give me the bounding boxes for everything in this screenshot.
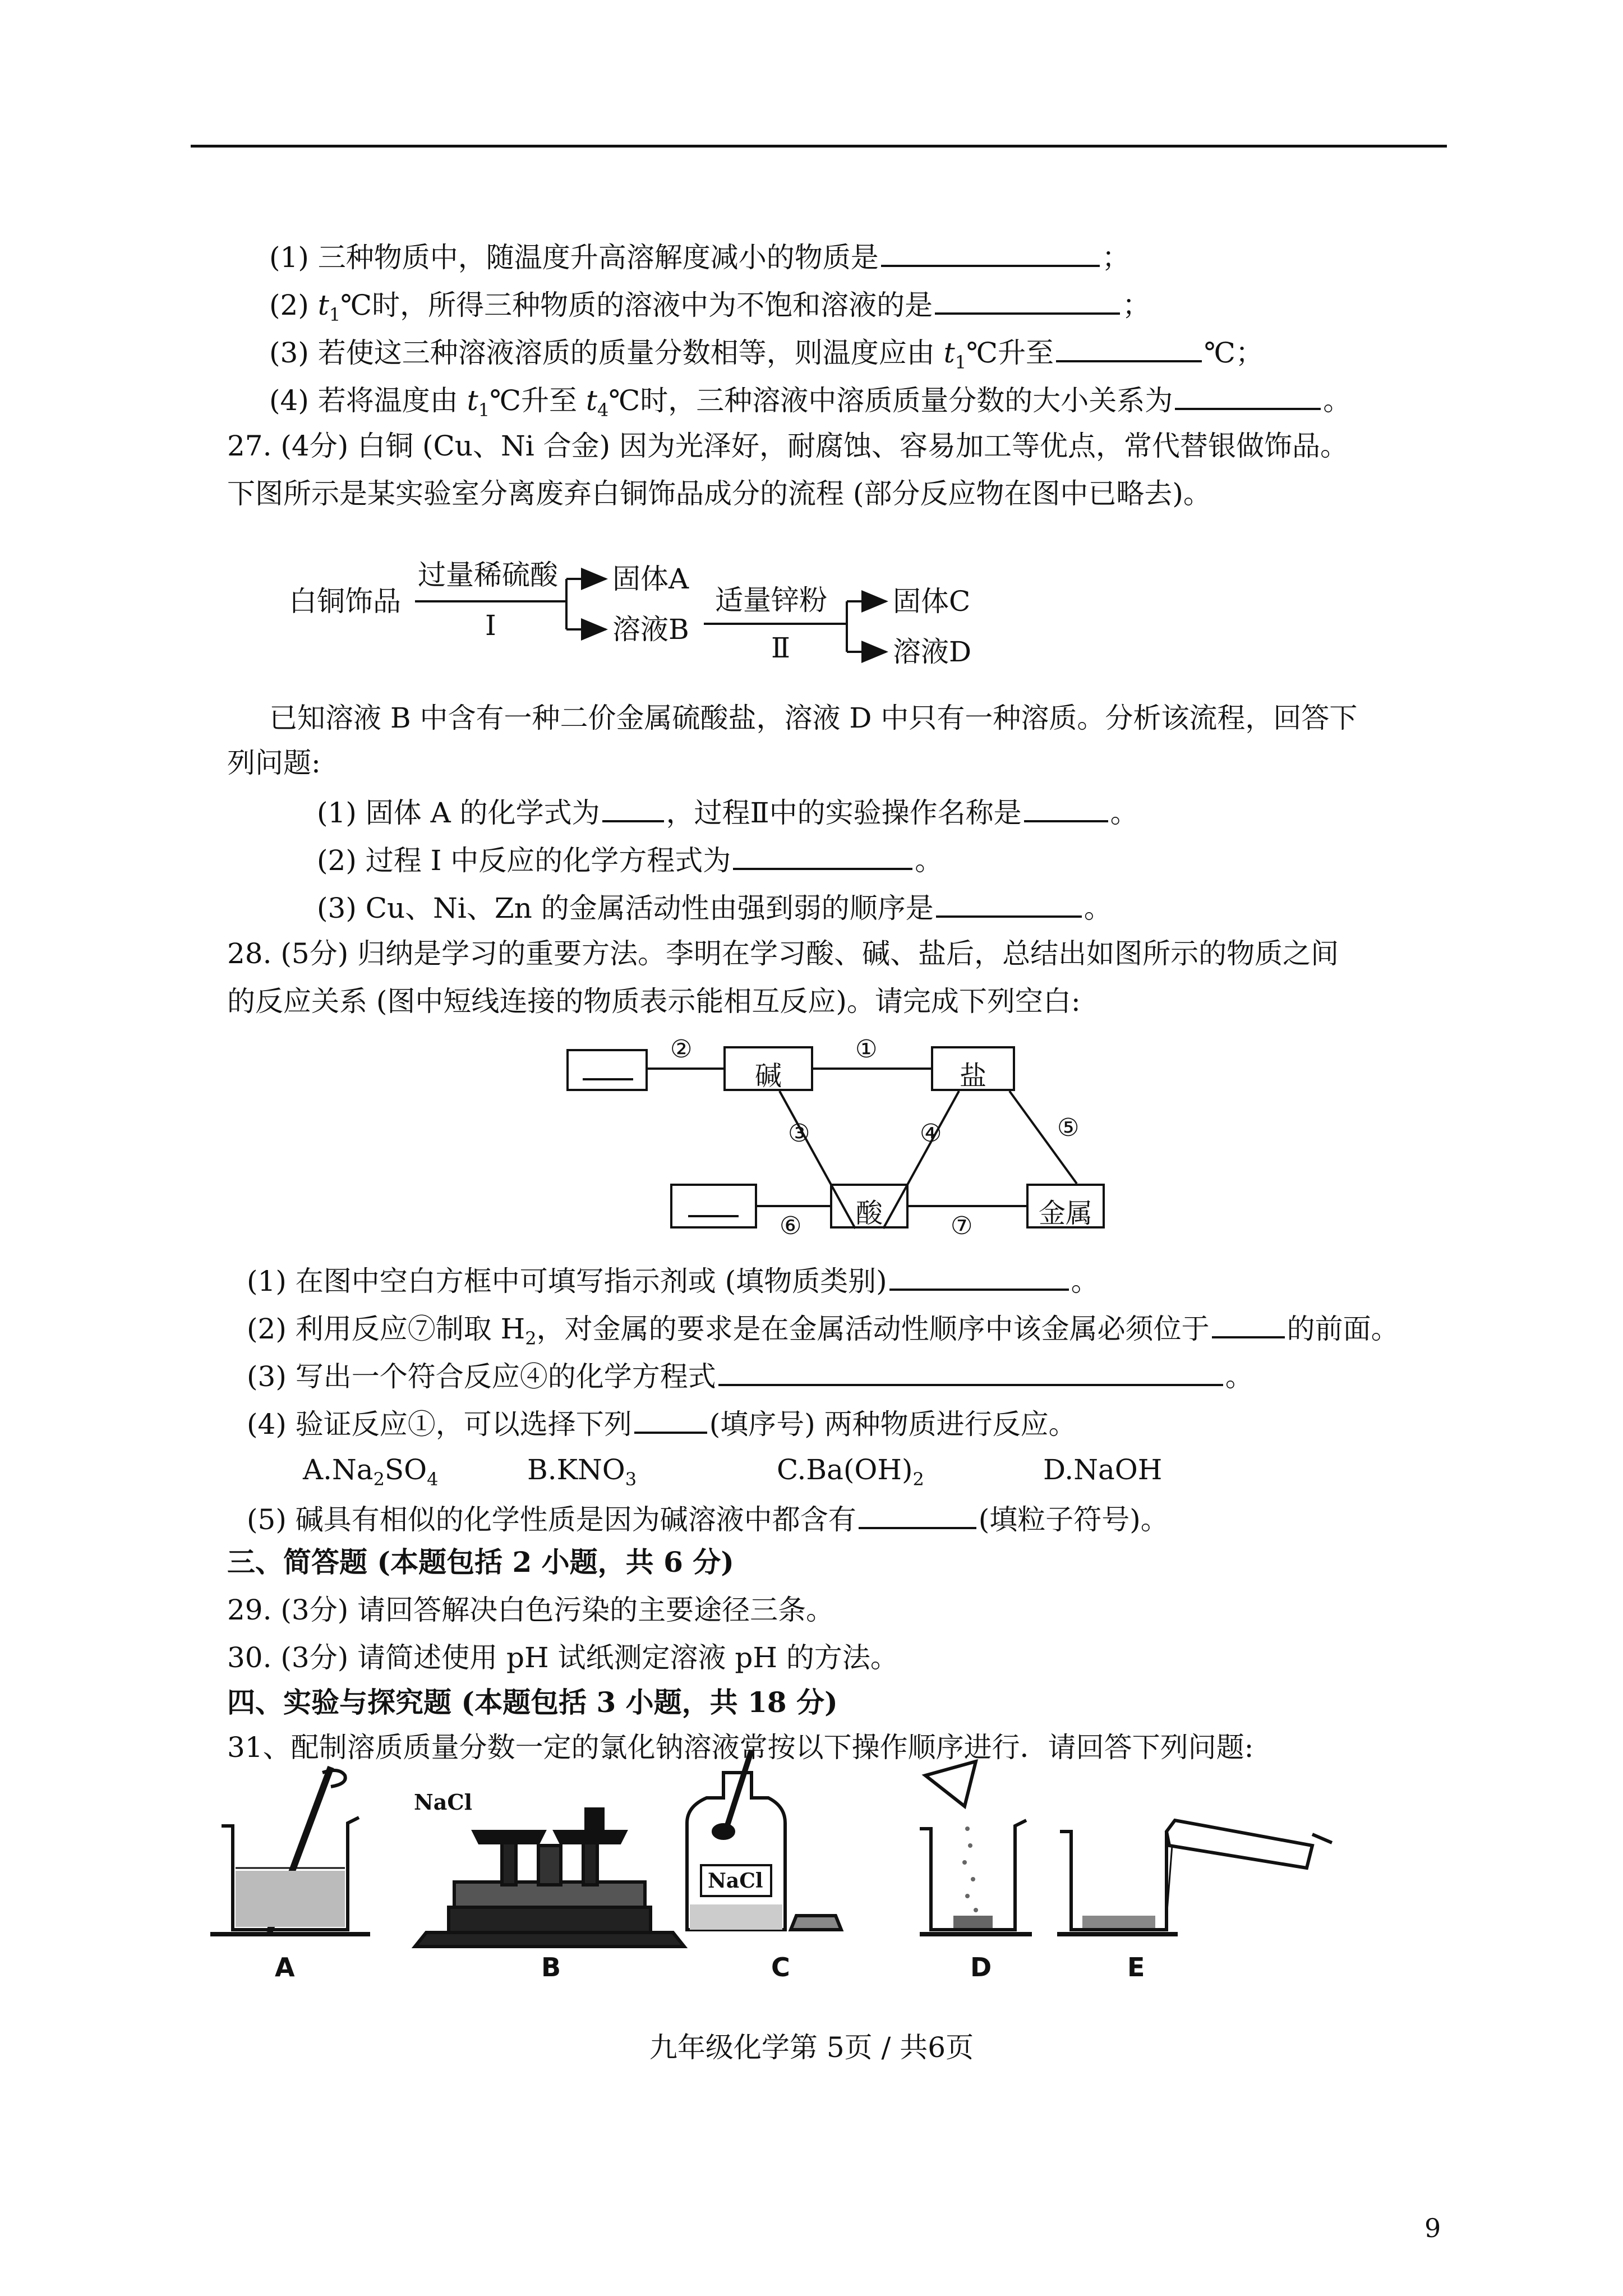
reaction-3-label: ③ bbox=[788, 1119, 810, 1148]
figure-label-c: C bbox=[771, 1952, 790, 1982]
reaction-5-label: ⑤ bbox=[1057, 1114, 1080, 1142]
box-metal-label: 金属 bbox=[1038, 1198, 1092, 1229]
reaction-1-label: ① bbox=[855, 1035, 878, 1064]
q27-item-3: (3) Cu、Ni、Zn 的金属活动性由强到弱的顺序是 。 bbox=[317, 886, 1112, 928]
q27-line-1: 27. (4分) 白铜 (Cu、Ni 合金) 因为光泽好，耐腐蚀、容易加工等优点，常代替银做饰品。 bbox=[227, 430, 1349, 462]
option-b[interactable]: $B.KNO_3$ bbox=[527, 1453, 637, 1490]
flow-solution-d: 溶液D bbox=[893, 636, 972, 668]
flow-step1-label: Ⅰ bbox=[485, 609, 496, 642]
q28-item-1: (1) 在图中空白方框中可填写指示剂或 (填物质类别) 。 bbox=[247, 1259, 1099, 1301]
q27-line-2: 下图所示是某实验室分离废弃白铜饰品成分的流程 (部分反应物在图中已略去)。 bbox=[227, 477, 1211, 510]
figure-label-e: E bbox=[1127, 1952, 1145, 1982]
q26-item-3: (3) 若使这三种溶液溶质的质量分数相等，则温度应由 $t_1℃$升至 ℃； bbox=[269, 331, 1264, 382]
flow-solid-a: 固体A bbox=[612, 563, 689, 595]
figure-label-d: D bbox=[970, 1952, 992, 1982]
q28-line-2: 的反应关系 (图中短线连接的物质表示能相互反应)。请完成下列空白: bbox=[227, 985, 1081, 1018]
q26-item-2: (2) $t_1℃$时，所得三种物质的溶液中为不饱和溶液的是 ； bbox=[269, 283, 1150, 334]
figure-label-b: B bbox=[541, 1952, 561, 1982]
q27-item-2: (2) 过程 I 中反应的化学方程式为 。 bbox=[317, 839, 943, 880]
reaction-6-label: ⑥ bbox=[780, 1212, 802, 1240]
reaction-4-label: ④ bbox=[920, 1119, 942, 1148]
q28-item-3: (3) 写出一个符合反应④的化学方程式 。 bbox=[247, 1355, 1253, 1396]
q27-item-1: (1) 固体 A 的化学式为 ，过程Ⅱ中的实验操作名称是 。 bbox=[317, 791, 1138, 832]
q28-line-1: 28. (5分) 归纳是学习的重要方法。李明在学习酸、碱、盐后，总结出如图所示的物质之间 bbox=[227, 937, 1339, 970]
q27-known-2: 列问题: bbox=[227, 747, 321, 779]
box-acid-label: 酸 bbox=[855, 1198, 883, 1229]
q26-item-1: (1) 三种物质中，随温度升高溶解度减小的物质是 ； bbox=[269, 236, 1130, 277]
option-c[interactable]: $C.Ba(OH)_2$ bbox=[777, 1453, 924, 1490]
flow-step2-label: Ⅱ bbox=[771, 632, 790, 664]
flow-step1-reagent: 过量稀硫酸 bbox=[418, 559, 558, 591]
figure-label-a: A bbox=[275, 1952, 295, 1982]
q29: 29. (3分) 请回答解决白色污染的主要途径三条。 bbox=[227, 1594, 834, 1626]
reaction-7-label: ⑦ bbox=[951, 1212, 973, 1240]
flow-step2-reagent: 适量锌粉 bbox=[715, 584, 827, 616]
page-number: 9 bbox=[1424, 2213, 1441, 2243]
q31: 31、配制溶质质量分数一定的氯化钠溶液常按以下操作顺序进行．请回答下列问题: bbox=[227, 1731, 1254, 1764]
q26-item-4: (4) 若将温度由 $t_1℃$升至 $t_4℃$时，三种溶液中溶质质量分数的大小关系为 。 bbox=[269, 379, 1351, 430]
nacl-label-balance: NaCl bbox=[414, 1789, 473, 1815]
reaction-2-label: ② bbox=[670, 1035, 693, 1064]
box-salt-label: 盐 bbox=[959, 1060, 986, 1092]
box-base-label: 碱 bbox=[754, 1060, 782, 1092]
page-footer: 九年级化学第 5页 / 共6页 bbox=[649, 2031, 974, 2064]
q28-item-5: (5) 碱具有相似的化学性质是因为碱溶液中都含有 (填粒子符号)。 bbox=[247, 1498, 1169, 1539]
nacl-label-bottle: NaCl bbox=[708, 1869, 763, 1893]
q30: 30. (3分) 请简述使用 pH 试纸测定溶液 pH 的方法。 bbox=[227, 1641, 898, 1674]
flow-solid-c: 固体C bbox=[893, 585, 971, 618]
q28-item-2: (2) 利用反应⑦制取 $H_2$，对金属的要求是在金属活动性顺序中该金属必须位于 的前面。 bbox=[247, 1307, 1399, 1358]
option-d[interactable]: D.NaOH bbox=[1043, 1453, 1163, 1486]
option-a[interactable]: $A.Na_2SO_4$ bbox=[303, 1453, 439, 1490]
section-3-title: 三、简答题 (本题包括 2 小题，共 6 分) bbox=[227, 1545, 734, 1579]
flow-start: 白铜饰品 bbox=[289, 585, 401, 618]
q28-item-4: (4) 验证反应①，可以选择下列 (填序号) 两种物质进行反应。 bbox=[247, 1402, 1077, 1444]
flow-solution-b: 溶液B bbox=[612, 613, 689, 646]
q27-known-1: 已知溶液 B 中含有一种二价金属硫酸盐，溶液 D 中只有一种溶质。分析该流程，回答下 bbox=[269, 702, 1358, 734]
section-4-title: 四、实验与探究题 (本题包括 3 小题，共 18 分) bbox=[227, 1686, 838, 1719]
